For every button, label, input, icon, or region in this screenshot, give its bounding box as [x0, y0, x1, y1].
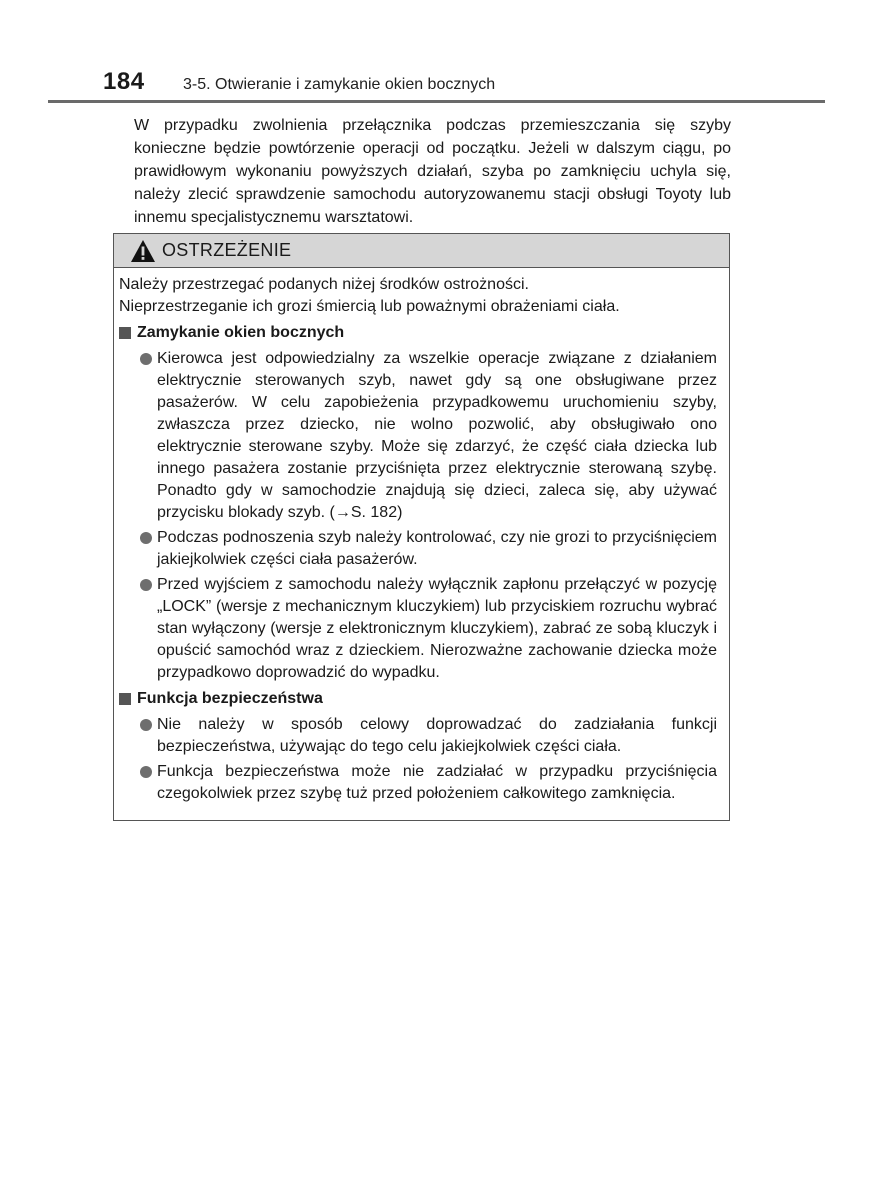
warning-body	[114, 268, 729, 805]
bullet-item	[119, 574, 717, 684]
section-heading-label: Zamykanie okien bocznych	[137, 324, 345, 341]
page-header	[103, 68, 495, 102]
square-bullet-icon	[119, 693, 131, 705]
warning-lead-1: Należy przestrzegać podanych niżej środków ostrożności.	[119, 276, 529, 293]
page-number: 184	[103, 68, 145, 95]
bullet-dot-icon	[140, 766, 152, 778]
bullet-item	[119, 761, 717, 805]
bullet-dot-icon	[140, 579, 152, 591]
square-bullet-icon	[119, 327, 131, 339]
bullet-dot-icon	[140, 532, 152, 544]
header-divider	[48, 100, 825, 103]
intro-paragraph: W przypadku zwolnienia przełącznika podczas przemieszczania się szyby konieczne będzie powtórzenie operacji od początku. Jeżeli w dalszym ciągu, po prawidłowym wykonaniu powyższych działań, szyba po zamknięciu uchyla się, należy zlecić sprawdzenie samochodu autoryzowanemu stacji obsługi Toyoty lub innemu specjalistycznemu warsztatowi.	[134, 117, 731, 226]
warning-header	[114, 234, 729, 268]
warning-title: OSTRZEŻENIE	[162, 240, 292, 260]
bullet-text: Funkcja bezpieczeństwa może nie zadziałać w przypadku przyciśnięcia czegokolwiek przez szybę tuż przed położeniem całkowitego zamknięcia.	[157, 763, 717, 802]
section-title: 3-5. Otwieranie i zamykanie okien bocznych	[183, 76, 496, 93]
section-heading	[119, 687, 717, 711]
bullet-item	[119, 348, 717, 524]
section-heading	[119, 321, 717, 345]
warning-triangle-icon	[130, 239, 156, 263]
bullet-text: Przed wyjściem z samochodu należy wyłącznik zapłonu przełączyć w pozycję „LOCK” (wersje z mechanicznym kluczykiem) lub przyciskiem rozruchu wybrać stan wyłączony (wersje z elektronicznym kluczykiem), zabrać ze sobą kluczyk i opuścić samochód wraz z dzieckiem. Nierozważne zachowanie dziecka może przypadkowo doprowadzić do wypadku.	[157, 576, 717, 681]
warning-box	[113, 233, 730, 821]
bullet-text: Podczas podnoszenia szyb należy kontrolować, czy nie grozi to przyciśnięciem jakiejkolwiek części ciała pasażerów.	[157, 529, 717, 568]
bullet-item	[119, 714, 717, 758]
section-heading-label: Funkcja bezpieczeństwa	[137, 690, 323, 707]
bullet-text: Kierowca jest odpowiedzialny za wszelkie operacje związane z działaniem elektrycznie sterowanych szyb, nawet gdy są one obsługiwane przez pasażerów. W celu zapobieżenia przypadkowemu uruchomieniu szyby, zwłaszcza przez dziecko, nie wolno pozwolić, aby obsługiwało ono elektrycznie sterowane szyby. Może się zdarzyć, że część ciała dziecka lub innego pasażera zostanie przyciśnięta przez elektrycznie sterowaną szybę. Ponadto gdy w samochodzie znajdują się dzieci, zaleca się, aby używać przycisku blokady szyb. (→S. 182)	[157, 350, 717, 521]
bullet-item	[119, 527, 717, 571]
warning-lead-2: Nieprzestrzeganie ich grozi śmiercią lub poważnymi obrażeniami ciała.	[119, 298, 620, 315]
bullet-text: Nie należy w sposób celowy doprowadzać do zadziałania funkcji bezpieczeństwa, używając do tego celu jakiejkolwiek części ciała.	[157, 716, 717, 755]
bullet-dot-icon	[140, 353, 152, 365]
bullet-dot-icon	[140, 719, 152, 731]
